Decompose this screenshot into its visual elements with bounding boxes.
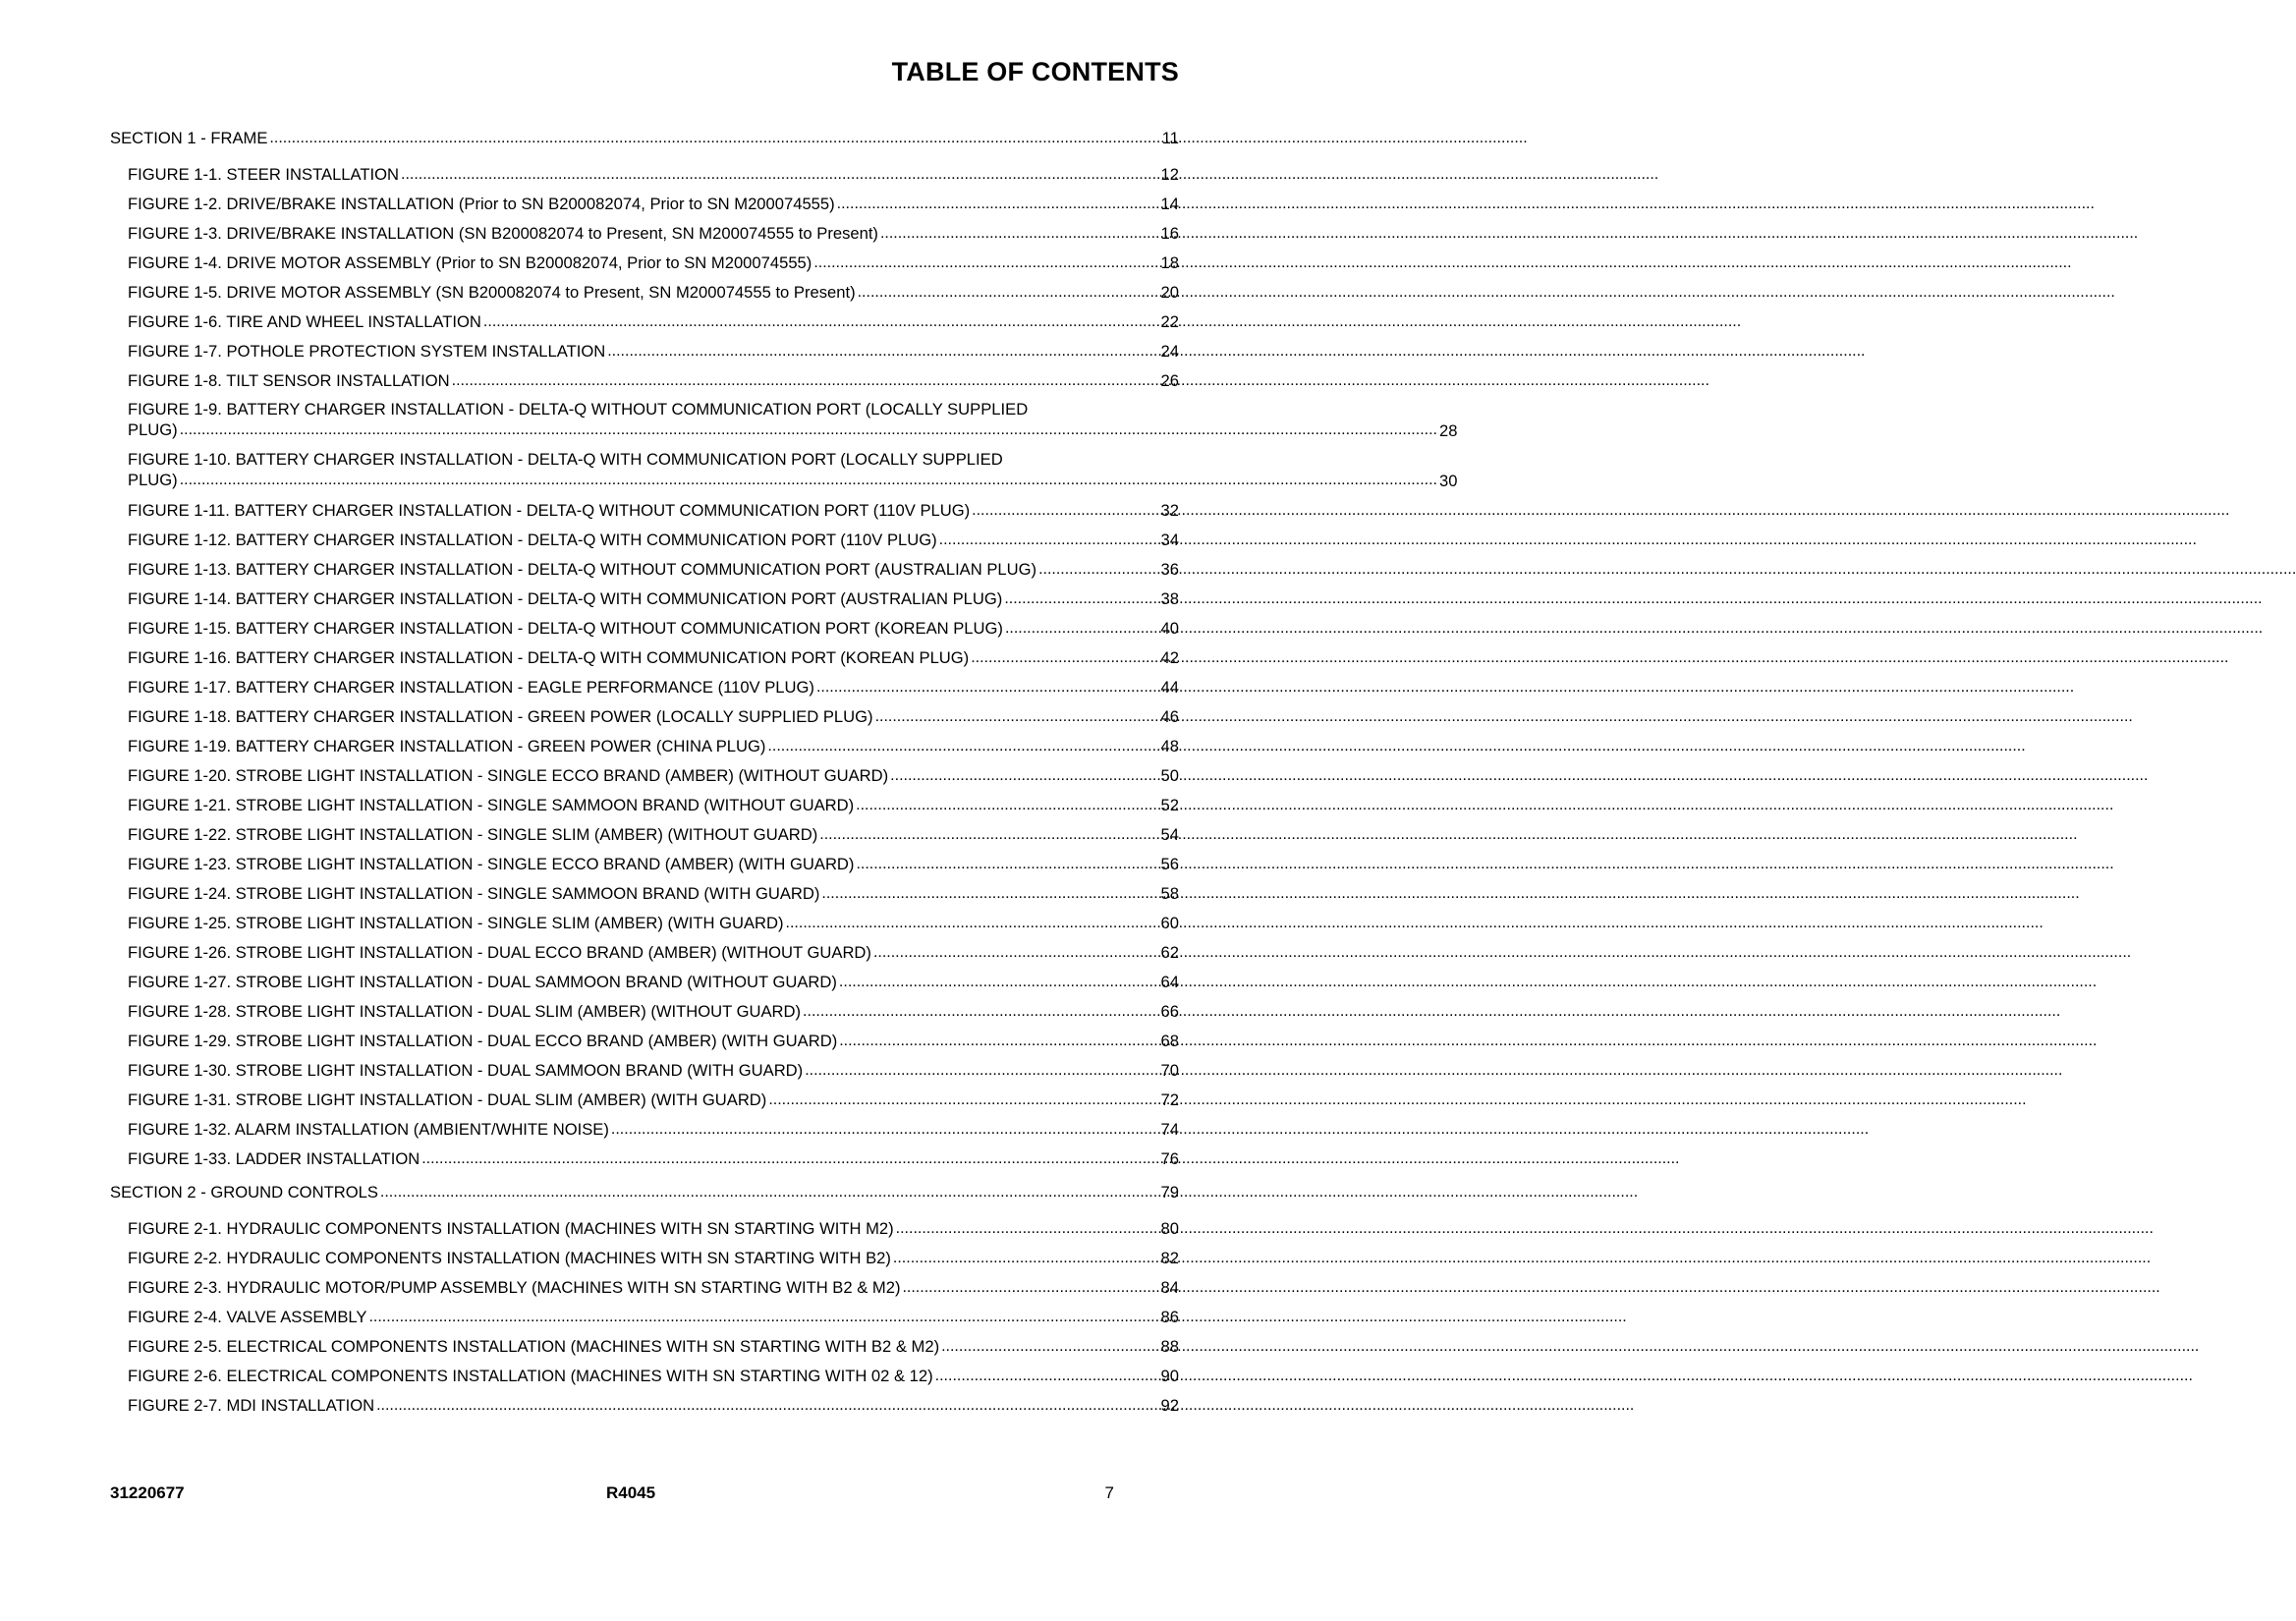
- toc-figure-label: FIGURE 1-11. BATTERY CHARGER INSTALLATION - DELTA-Q WITHOUT COMMUNICATION PORT (110V PLUG): [128, 500, 971, 520]
- document-number: 31220677: [110, 1483, 185, 1502]
- toc-figure-entry[interactable]: [128, 967, 1179, 996]
- dot-leader: [376, 1395, 1158, 1416]
- toc-figure-entry[interactable]: [128, 731, 1179, 760]
- dot-leader: [890, 765, 1158, 786]
- dot-leader: [805, 1060, 1158, 1081]
- dot-leader: [839, 972, 1159, 992]
- toc-figure-entry[interactable]: [128, 1026, 1179, 1055]
- dot-leader: [972, 500, 1158, 521]
- toc-figure-entry[interactable]: [128, 1390, 1179, 1420]
- toc-figure-label: FIGURE 1-4. DRIVE MOTOR ASSEMBLY (Prior to SN B200082074, Prior to SN M200074555): [128, 252, 812, 272]
- toc-figure-label: FIGURE 1-10. BATTERY CHARGER INSTALLATION - DELTA-Q WITH COMMUNICATION PORT (LOCALLY SUPPLIED: [128, 450, 1003, 469]
- toc-page-number: 68: [1160, 1031, 1179, 1050]
- toc-page-number: 62: [1160, 942, 1179, 962]
- toc-figure-label: FIGURE 2-5. ELECTRICAL COMPONENTS INSTALLATION (MACHINES WITH SN STARTING WITH B2 & M2): [128, 1336, 940, 1356]
- toc-figure-entry[interactable]: [128, 189, 1179, 218]
- dot-leader: [896, 1218, 1159, 1239]
- toc-page-number: 34: [1160, 530, 1179, 549]
- toc-figure-entry[interactable]: [128, 878, 1179, 908]
- toc-page-number: 79: [1160, 1183, 1179, 1202]
- toc-figure-label: FIGURE 1-27. STROBE LIGHT INSTALLATION - DUAL SAMMOON BRAND (WITHOUT GUARD): [128, 972, 837, 991]
- toc-figure-label: FIGURE 1-26. STROBE LIGHT INSTALLATION - DUAL ECCO BRAND (AMBER) (WITHOUT GUARD): [128, 942, 871, 962]
- toc-page-number: 32: [1160, 500, 1179, 520]
- toc-page-number: 76: [1160, 1148, 1179, 1168]
- toc-page-number: 58: [1160, 883, 1179, 903]
- toc-page-number: 52: [1160, 795, 1179, 814]
- toc-figure-label: FIGURE 1-32. ALARM INSTALLATION (AMBIENT/WHITE NOISE): [128, 1119, 609, 1139]
- dot-leader: [819, 824, 1158, 845]
- toc-figure-entry[interactable]: [128, 760, 1179, 790]
- toc-figure-entry[interactable]: [128, 159, 1179, 189]
- toc-figure-entry[interactable]: [128, 819, 1179, 849]
- toc-page-number: 14: [1160, 194, 1179, 213]
- dot-leader: [421, 1148, 1158, 1169]
- dot-leader: [380, 1182, 1159, 1202]
- dot-leader: [1004, 588, 1158, 609]
- toc-figure-label: FIGURE 1-23. STROBE LIGHT INSTALLATION - SINGLE ECCO BRAND (AMBER) (WITH GUARD): [128, 854, 855, 873]
- toc-page-number: 36: [1160, 559, 1179, 579]
- dot-leader: [875, 706, 1159, 727]
- toc-figure-entry[interactable]: [128, 1213, 1179, 1243]
- dot-leader: [939, 530, 1159, 550]
- dot-leader: [786, 913, 1159, 933]
- toc-figure-entry[interactable]: [128, 445, 1458, 495]
- toc-figure-entry[interactable]: [128, 495, 1179, 525]
- toc-figure-entry[interactable]: [128, 937, 1179, 967]
- toc-page-number: 26: [1160, 370, 1179, 390]
- toc-figure-entry[interactable]: [128, 849, 1179, 878]
- toc-figure-label: FIGURE 1-19. BATTERY CHARGER INSTALLATION - GREEN POWER (CHINA PLUG): [128, 736, 766, 755]
- toc-figure-label: FIGURE 1-3. DRIVE/BRAKE INSTALLATION (SN B200082074 to Present, SN M200074555 to Present): [128, 223, 878, 243]
- toc-page-number: 66: [1160, 1001, 1179, 1021]
- toc-figure-label: FIGURE 1-25. STROBE LIGHT INSTALLATION - SINGLE SLIM (AMBER) (WITH GUARD): [128, 913, 784, 932]
- toc-figure-label: FIGURE 1-13. BATTERY CHARGER INSTALLATION - DELTA-Q WITHOUT COMMUNICATION PORT (AUSTRALIAN PLUG): [128, 559, 1037, 579]
- dot-leader: [180, 419, 1437, 440]
- toc-page-number: 24: [1160, 341, 1179, 361]
- dot-leader: [401, 164, 1159, 185]
- toc-figure-label: FIGURE 1-20. STROBE LIGHT INSTALLATION - SINGLE ECCO BRAND (AMBER) (WITHOUT GUARD): [128, 765, 889, 785]
- page-title: TABLE OF CONTENTS: [891, 57, 1179, 86]
- toc-figure-entry[interactable]: [128, 336, 1179, 365]
- toc-figure-label: FIGURE 1-16. BATTERY CHARGER INSTALLATION - DELTA-Q WITH COMMUNICATION PORT (KOREAN PLUG): [128, 647, 970, 667]
- dot-leader: [452, 370, 1159, 391]
- toc-figure-label: FIGURE 2-7. MDI INSTALLATION: [128, 1395, 375, 1415]
- toc-page-number: 88: [1160, 1336, 1179, 1356]
- toc-figure-label: FIGURE 1-18. BATTERY CHARGER INSTALLATION - GREEN POWER (LOCALLY SUPPLIED PLUG): [128, 706, 873, 726]
- toc-page-number: 74: [1160, 1119, 1179, 1139]
- dot-leader: [902, 1277, 1158, 1298]
- dot-leader: [767, 736, 1158, 756]
- dot-leader: [816, 677, 1159, 698]
- toc-page-number: 90: [1160, 1366, 1179, 1385]
- toc-page-number: 46: [1160, 706, 1179, 726]
- toc-figure-entry[interactable]: [128, 1055, 1179, 1085]
- toc-page-number: 20: [1160, 282, 1179, 302]
- dot-leader: [813, 252, 1158, 273]
- dot-leader: [935, 1366, 1159, 1386]
- toc-figure-entry[interactable]: [128, 554, 1179, 584]
- toc-page-number: 44: [1160, 677, 1179, 697]
- toc-figure-entry[interactable]: [128, 218, 1179, 248]
- toc-page-number: 82: [1160, 1248, 1179, 1267]
- toc-figure-entry[interactable]: [128, 1272, 1179, 1302]
- toc-figure-label: FIGURE 1-14. BATTERY CHARGER INSTALLATION - DELTA-Q WITH COMMUNICATION PORT (AUSTRALIAN PLUG): [128, 588, 1003, 608]
- toc-figure-label-continued: PLUG): [128, 420, 178, 439]
- toc-figure-label: FIGURE 2-3. HYDRAULIC MOTOR/PUMP ASSEMBLY (MACHINES WITH SN STARTING WITH B2 & M2): [128, 1277, 901, 1297]
- toc-page-number: 16: [1160, 223, 1179, 243]
- toc-figure-entry[interactable]: [128, 996, 1179, 1026]
- dot-leader: [893, 1248, 1159, 1268]
- dot-leader: [971, 647, 1158, 668]
- toc-page-number: 22: [1160, 311, 1179, 331]
- toc-figure-entry[interactable]: [128, 365, 1179, 395]
- toc-page-number: 42: [1160, 647, 1179, 667]
- dot-leader: [873, 942, 1159, 963]
- toc-figure-label: FIGURE 1-1. STEER INSTALLATION: [128, 164, 399, 184]
- dot-leader: [269, 128, 1159, 148]
- toc-page-number: 56: [1160, 854, 1179, 873]
- dot-leader: [856, 795, 1158, 815]
- dot-leader: [856, 854, 1158, 874]
- toc-figure-entry[interactable]: [128, 672, 1179, 701]
- dot-leader: [607, 341, 1158, 362]
- dot-leader: [880, 223, 1159, 244]
- toc-figure-entry[interactable]: [128, 248, 1179, 277]
- toc-section-label: SECTION 2 - GROUND CONTROLS: [110, 1183, 378, 1202]
- toc-figure-label: FIGURE 1-8. TILT SENSOR INSTALLATION: [128, 370, 450, 390]
- toc-page-number: 64: [1160, 972, 1179, 991]
- toc-figure-label: FIGURE 1-21. STROBE LIGHT INSTALLATION - SINGLE SAMMOON BRAND (WITHOUT GUARD): [128, 795, 855, 814]
- toc-page-number: 50: [1160, 765, 1179, 785]
- toc-page-number: 38: [1160, 588, 1179, 608]
- toc-figure-entry[interactable]: [128, 613, 1179, 643]
- toc-figure-label: FIGURE 1-24. STROBE LIGHT INSTALLATION - SINGLE SAMMOON BRAND (WITH GUARD): [128, 883, 820, 903]
- toc-section-label: SECTION 1 - FRAME: [110, 129, 268, 147]
- toc-page-number: 12: [1160, 164, 1179, 184]
- toc-figure-entry[interactable]: [128, 307, 1179, 336]
- toc-figure-entry[interactable]: [128, 1302, 1179, 1331]
- dot-leader: [368, 1307, 1158, 1327]
- toc-page-number: 80: [1160, 1218, 1179, 1238]
- toc-figure-entry[interactable]: [128, 584, 1179, 613]
- toc-section-entry[interactable]: [110, 1182, 1179, 1202]
- toc-figure-label: FIGURE 1-5. DRIVE MOTOR ASSEMBLY (SN B200082074 to Present, SN M200074555 to Present): [128, 282, 856, 302]
- toc-page-number: 11: [1161, 129, 1179, 147]
- toc-figure-entry[interactable]: [128, 277, 1179, 307]
- toc-page-number: 48: [1160, 736, 1179, 755]
- toc-figure-label: FIGURE 1-28. STROBE LIGHT INSTALLATION - DUAL SLIM (AMBER) (WITHOUT GUARD): [128, 1001, 802, 1021]
- toc-figure-label: FIGURE 1-33. LADDER INSTALLATION: [128, 1148, 420, 1168]
- toc-page-number: 84: [1160, 1277, 1179, 1297]
- toc-figure-entry[interactable]: [128, 1243, 1179, 1272]
- toc-figure-label: FIGURE 1-31. STROBE LIGHT INSTALLATION - DUAL SLIM (AMBER) (WITH GUARD): [128, 1090, 767, 1109]
- toc-figure-entry[interactable]: [128, 790, 1179, 819]
- toc-page-number: 28: [1438, 421, 1458, 440]
- toc-figure-label: FIGURE 1-22. STROBE LIGHT INSTALLATION - SINGLE SLIM (AMBER) (WITHOUT GUARD): [128, 824, 818, 844]
- dot-leader: [837, 194, 1159, 214]
- toc-page-number: 30: [1438, 472, 1458, 490]
- toc-figure-entry[interactable]: [128, 1144, 1179, 1173]
- toc-figure-label: FIGURE 2-4. VALVE ASSEMBLY: [128, 1307, 367, 1326]
- toc-figure-label-continued: PLUG): [128, 471, 178, 489]
- toc-figure-label: FIGURE 1-7. POTHOLE PROTECTION SYSTEM INSTALLATION: [128, 341, 606, 361]
- toc-figure-label: FIGURE 1-17. BATTERY CHARGER INSTALLATION - EAGLE PERFORMANCE (110V PLUG): [128, 677, 814, 697]
- toc-figure-label: FIGURE 2-2. HYDRAULIC COMPONENTS INSTALLATION (MACHINES WITH SN STARTING WITH B2): [128, 1248, 891, 1267]
- dot-leader: [803, 1001, 1158, 1022]
- dot-leader: [839, 1031, 1158, 1051]
- dot-leader: [821, 883, 1158, 904]
- page-number: 7: [1104, 1483, 1114, 1502]
- toc-page-number: 54: [1160, 824, 1179, 844]
- toc-figure-entry[interactable]: [128, 1114, 1179, 1144]
- toc-page-number: 18: [1160, 252, 1179, 272]
- dot-leader: [1038, 559, 1158, 580]
- toc-page-number: 72: [1160, 1090, 1179, 1109]
- toc-figure-entry[interactable]: [128, 701, 1179, 731]
- toc-page-number: 86: [1160, 1307, 1179, 1326]
- model-number: R4045: [606, 1483, 656, 1502]
- dot-leader: [941, 1336, 1158, 1357]
- toc-figure-label: FIGURE 1-30. STROBE LIGHT INSTALLATION - DUAL SAMMOON BRAND (WITH GUARD): [128, 1060, 804, 1080]
- toc-figure-label: FIGURE 1-15. BATTERY CHARGER INSTALLATION - DELTA-Q WITHOUT COMMUNICATION PORT (KOREAN PLUG): [128, 618, 1003, 638]
- toc-page-number: 40: [1160, 618, 1179, 638]
- toc-figure-entry[interactable]: [128, 908, 1179, 937]
- toc-figure-entry[interactable]: [128, 525, 1179, 554]
- toc-figure-label: FIGURE 1-6. TIRE AND WHEEL INSTALLATION: [128, 311, 481, 331]
- table-of-contents: [110, 128, 1458, 1420]
- toc-figure-entry[interactable]: [128, 395, 1458, 445]
- toc-figure-label: FIGURE 2-6. ELECTRICAL COMPONENTS INSTALLATION (MACHINES WITH SN STARTING WITH 02 & 12): [128, 1366, 933, 1385]
- dot-leader: [1005, 618, 1159, 639]
- toc-figure-entry[interactable]: [128, 1361, 1179, 1390]
- toc-figure-label: FIGURE 1-12. BATTERY CHARGER INSTALLATION - DELTA-Q WITH COMMUNICATION PORT (110V PLUG): [128, 530, 937, 549]
- toc-figure-label: FIGURE 2-1. HYDRAULIC COMPONENTS INSTALLATION (MACHINES WITH SN STARTING WITH M2): [128, 1218, 894, 1238]
- toc-figure-label: FIGURE 1-9. BATTERY CHARGER INSTALLATION - DELTA-Q WITHOUT COMMUNICATION PORT (LOCALLY SUPPLIED: [128, 400, 1029, 419]
- toc-figure-entry[interactable]: [128, 643, 1179, 672]
- toc-section-entry[interactable]: [110, 128, 1179, 148]
- toc-figure-entry[interactable]: [128, 1331, 1179, 1361]
- toc-page-number: 60: [1160, 913, 1179, 932]
- toc-figure-label: FIGURE 1-29. STROBE LIGHT INSTALLATION - DUAL ECCO BRAND (AMBER) (WITH GUARD): [128, 1031, 838, 1050]
- toc-figure-entry[interactable]: [128, 1085, 1179, 1114]
- toc-page-number: 70: [1160, 1060, 1179, 1080]
- dot-leader: [483, 311, 1159, 332]
- dot-leader: [611, 1119, 1159, 1140]
- dot-leader: [180, 470, 1437, 490]
- toc-figure-label: FIGURE 1-2. DRIVE/BRAKE INSTALLATION (Prior to SN B200082074, Prior to SN M200074555): [128, 194, 835, 213]
- dot-leader: [858, 282, 1159, 303]
- toc-page-number: 92: [1160, 1395, 1179, 1415]
- dot-leader: [768, 1090, 1158, 1110]
